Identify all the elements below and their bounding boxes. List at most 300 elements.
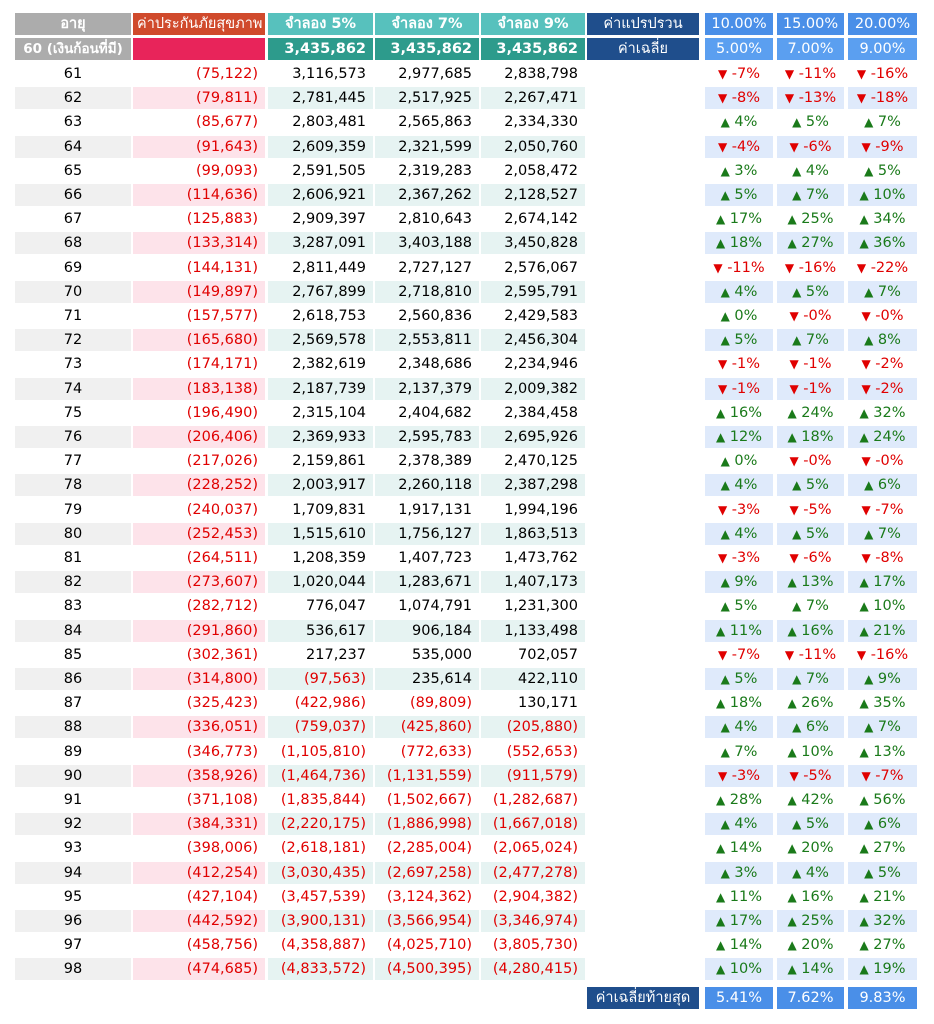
- row-change-value: -0%: [803, 308, 832, 324]
- triangle-up-icon: ▲: [859, 212, 869, 226]
- row-change: [848, 402, 917, 424]
- triangle-up-icon: ▲: [787, 406, 797, 420]
- row-change: [777, 111, 844, 133]
- triangle-up-icon: ▲: [864, 478, 874, 492]
- row-change-value: 35%: [873, 695, 906, 711]
- row-change-value: 17%: [873, 574, 906, 590]
- row-change-value: 6%: [877, 816, 901, 832]
- row-insurance: (427,104): [186, 889, 258, 905]
- triangle-down-icon: ▼: [717, 503, 728, 517]
- row-change: [777, 813, 844, 835]
- row-change-value: 14%: [801, 961, 834, 977]
- row-change-value: 27%: [873, 937, 906, 953]
- row-sim-value: 2,267,471: [481, 87, 585, 109]
- row-change: [705, 571, 773, 593]
- row-change: [705, 692, 773, 714]
- triangle-up-icon: ▲: [859, 430, 869, 444]
- row-sim-value: 2,050,760: [481, 136, 585, 158]
- row-change-value: 20%: [801, 937, 834, 953]
- row-change: [777, 232, 844, 254]
- row-sim-value: 2,767,899: [268, 281, 373, 303]
- triangle-down-icon: ▼: [717, 140, 728, 154]
- row-change-value: -6%: [803, 139, 832, 155]
- row-change-value: 4%: [734, 477, 758, 493]
- row-sim-value: 702,057: [518, 647, 578, 663]
- footer-final-average-5: 5.41%: [705, 987, 773, 1009]
- triangle-down-icon: ▼: [713, 261, 723, 275]
- row-sim-value: (422,986): [294, 695, 366, 711]
- row-change-value: 5%: [734, 187, 758, 203]
- header-insurance-start: [133, 38, 265, 60]
- row-change: [848, 571, 917, 593]
- row-insurance: (264,511): [186, 550, 258, 566]
- row-change: [705, 63, 773, 85]
- row-age: 86: [15, 668, 131, 690]
- row-sim-value: 1,074,791: [398, 598, 472, 614]
- triangle-up-icon: ▲: [859, 793, 869, 807]
- row-change-value: 7%: [805, 671, 829, 687]
- row-change-value: -0%: [803, 453, 832, 469]
- triangle-up-icon: ▲: [715, 406, 726, 420]
- row-change: [848, 232, 917, 254]
- row-sim-value: 130,171: [518, 695, 578, 711]
- row-change: [777, 499, 844, 521]
- row-sim-value: 2,159,861: [292, 453, 366, 469]
- row-change-value: 4%: [734, 526, 758, 542]
- triangle-down-icon: ▼: [717, 91, 728, 105]
- row-age: 73: [63, 356, 83, 372]
- row-change: [705, 160, 773, 182]
- row-change-value: -3%: [731, 502, 761, 518]
- triangle-up-icon: ▲: [792, 164, 802, 178]
- row-sim-value: 2,560,836: [398, 308, 472, 324]
- row-change-value: 24%: [801, 405, 834, 421]
- row-insurance: (125,883): [186, 211, 258, 227]
- triangle-up-icon: ▲: [792, 285, 802, 299]
- row-change: [777, 353, 844, 375]
- row-change: [705, 910, 773, 932]
- row-change: [705, 958, 773, 980]
- row-change: [848, 329, 917, 351]
- row-sim-value: 2,553,811: [375, 329, 479, 351]
- row-sim-value: 3,116,573: [292, 66, 366, 82]
- row-insurance: (371,108): [186, 792, 258, 808]
- triangle-down-icon: ▼: [861, 140, 871, 154]
- row-insurance: (196,490): [186, 405, 258, 421]
- row-change-value: -13%: [798, 90, 837, 106]
- triangle-up-icon: ▲: [859, 745, 869, 759]
- triangle-up-icon: ▲: [864, 164, 874, 178]
- row-age: 89: [63, 744, 83, 760]
- row-insurance: (252,453): [133, 523, 265, 545]
- row-sim-value: 2,606,921: [268, 184, 373, 206]
- row-age: 70: [15, 281, 131, 303]
- row-change: [705, 426, 773, 448]
- row-change: [848, 208, 917, 230]
- triangle-up-icon: ▲: [792, 720, 802, 734]
- row-sim-value: 2,003,917: [268, 474, 373, 496]
- triangle-up-icon: ▲: [864, 115, 874, 129]
- row-change-value: -3%: [731, 768, 761, 784]
- row-change: [777, 329, 844, 351]
- row-change: [848, 63, 917, 85]
- triangle-down-icon: ▼: [789, 454, 799, 468]
- row-insurance: (442,592): [133, 910, 265, 932]
- row-change: [848, 257, 917, 279]
- row-sim-value: (2,285,004): [386, 840, 472, 856]
- row-change-value: 7%: [805, 187, 829, 203]
- row-change: [705, 474, 773, 496]
- triangle-up-icon: ▲: [792, 672, 802, 686]
- triangle-down-icon: ▼: [861, 769, 871, 783]
- row-change: [705, 886, 773, 908]
- triangle-down-icon: ▼: [861, 551, 871, 565]
- row-insurance: (458,756): [186, 937, 258, 953]
- triangle-up-icon: ▲: [720, 454, 730, 468]
- row-sim-value: (4,280,415): [481, 958, 585, 980]
- triangle-up-icon: ▲: [787, 575, 797, 589]
- row-change-value: -2%: [875, 381, 904, 397]
- row-age: 71: [63, 308, 83, 324]
- row-change: [705, 789, 773, 811]
- row-change: [705, 329, 773, 351]
- row-change: [705, 281, 773, 303]
- row-sim-value: 1,994,196: [504, 502, 578, 518]
- row-sim-value: 2,977,685: [398, 66, 472, 82]
- row-age: 67: [63, 211, 83, 227]
- row-sim-value: (2,904,382): [492, 889, 578, 905]
- row-age: 96: [15, 910, 131, 932]
- row-insurance: (474,685): [133, 958, 265, 980]
- row-change: [848, 474, 917, 496]
- row-age: 87: [63, 695, 83, 711]
- row-change-value: 25%: [801, 211, 834, 227]
- triangle-up-icon: ▲: [720, 188, 730, 202]
- row-change-value: 5%: [877, 163, 901, 179]
- row-change: [848, 692, 917, 714]
- triangle-down-icon: ▼: [789, 140, 799, 154]
- row-change: [705, 111, 773, 133]
- row-change: [705, 644, 773, 666]
- row-insurance: (99,093): [195, 163, 258, 179]
- row-age: 95: [63, 889, 83, 905]
- row-change-value: -6%: [803, 550, 832, 566]
- triangle-up-icon: ▲: [720, 599, 730, 613]
- triangle-down-icon: ▼: [789, 382, 799, 396]
- row-change: [848, 620, 917, 642]
- row-change-value: -0%: [875, 308, 904, 324]
- triangle-up-icon: ▲: [792, 599, 802, 613]
- row-age: 81: [63, 550, 83, 566]
- row-sim-value: 2,591,505: [292, 163, 366, 179]
- row-change: [705, 837, 773, 859]
- triangle-up-icon: ▲: [715, 914, 726, 928]
- row-change-value: 4%: [734, 816, 758, 832]
- triangle-down-icon: ▼: [861, 382, 871, 396]
- row-change: [777, 958, 844, 980]
- row-sim-value: 2,618,753: [292, 308, 366, 324]
- row-sim-value: 2,009,382: [481, 378, 585, 400]
- triangle-up-icon: ▲: [787, 841, 797, 855]
- row-sim-value: (3,030,435): [268, 862, 373, 884]
- triangle-up-icon: ▲: [864, 817, 874, 831]
- row-change: [848, 111, 917, 133]
- row-change: [848, 765, 917, 787]
- row-change: [777, 450, 844, 472]
- row-insurance: (314,800): [133, 668, 265, 690]
- triangle-up-icon: ▲: [792, 866, 802, 880]
- row-change: [777, 402, 844, 424]
- row-change: [705, 547, 773, 569]
- row-age: 72: [15, 329, 131, 351]
- row-change-value: 26%: [801, 695, 834, 711]
- row-age: 98: [15, 958, 131, 980]
- row-sim-value: (911,579): [481, 765, 585, 787]
- row-change: [848, 87, 917, 109]
- triangle-up-icon: ▲: [715, 212, 726, 226]
- triangle-up-icon: ▲: [859, 575, 869, 589]
- row-change-value: -8%: [731, 90, 761, 106]
- header-average-5: 5.00%: [705, 38, 773, 60]
- triangle-down-icon: ▼: [717, 648, 728, 662]
- triangle-down-icon: ▼: [789, 503, 799, 517]
- triangle-down-icon: ▼: [717, 769, 728, 783]
- row-change: [705, 208, 773, 230]
- row-change: [705, 765, 773, 787]
- row-sim-value: 1,709,831: [292, 502, 366, 518]
- row-change: [777, 63, 844, 85]
- row-change-value: 5%: [805, 477, 829, 493]
- triangle-up-icon: ▲: [720, 817, 730, 831]
- row-change: [848, 934, 917, 956]
- row-sim-value: 2,811,449: [292, 260, 366, 276]
- row-change-value: -1%: [803, 381, 832, 397]
- triangle-up-icon: ▲: [720, 672, 730, 686]
- row-change-value: 0%: [734, 308, 758, 324]
- row-change: [777, 886, 844, 908]
- row-change-value: 11%: [729, 889, 763, 905]
- row-change: [777, 208, 844, 230]
- row-change: [777, 716, 844, 738]
- row-insurance: (384,331): [133, 813, 265, 835]
- row-change-value: 5%: [805, 816, 829, 832]
- triangle-up-icon: ▲: [864, 333, 874, 347]
- row-change: [777, 862, 844, 884]
- row-change-value: 4%: [734, 719, 758, 735]
- header-variance-label: ค่าแปรปรวน: [587, 13, 699, 35]
- triangle-up-icon: ▲: [720, 115, 730, 129]
- row-change-value: -2%: [875, 356, 904, 372]
- row-change-value: 21%: [873, 889, 906, 905]
- row-sim-value: 1,407,723: [398, 550, 472, 566]
- row-change: [705, 862, 773, 884]
- header-average-9: 9.00%: [848, 38, 917, 60]
- row-change-value: 34%: [873, 211, 906, 227]
- row-change: [705, 499, 773, 521]
- row-change-value: 32%: [873, 405, 906, 421]
- row-insurance: (183,138): [133, 378, 265, 400]
- triangle-up-icon: ▲: [787, 745, 797, 759]
- row-change-value: 13%: [801, 574, 834, 590]
- row-sim-value: 2,315,104: [292, 405, 366, 421]
- row-change-value: -16%: [870, 647, 909, 663]
- row-insurance: (291,860): [133, 620, 265, 642]
- row-change: [777, 571, 844, 593]
- row-change: [848, 789, 917, 811]
- row-sim-value: 2,695,926: [481, 426, 585, 448]
- row-age: 85: [63, 647, 83, 663]
- row-change: [848, 668, 917, 690]
- row-sim-value: (552,653): [506, 744, 578, 760]
- row-change: [777, 644, 844, 666]
- triangle-up-icon: ▲: [859, 962, 869, 976]
- row-age: 78: [15, 474, 131, 496]
- row-insurance: (282,712): [186, 598, 258, 614]
- row-change-value: 36%: [873, 235, 906, 251]
- row-sim-value: 2,319,283: [398, 163, 472, 179]
- row-change: [777, 87, 844, 109]
- row-change: [705, 402, 773, 424]
- row-change-value: 16%: [729, 405, 763, 421]
- triangle-up-icon: ▲: [715, 841, 726, 855]
- row-change-value: 9%: [734, 574, 758, 590]
- row-change: [777, 934, 844, 956]
- triangle-down-icon: ▼: [789, 357, 799, 371]
- row-sim-value: 2,387,298: [481, 474, 585, 496]
- row-sim-value: 2,234,946: [504, 356, 578, 372]
- row-sim-value: 2,781,445: [268, 87, 373, 109]
- row-age: 80: [15, 523, 131, 545]
- row-sim-value: (1,502,667): [386, 792, 472, 808]
- row-sim-value: 2,803,481: [292, 114, 366, 130]
- header-sim-7-start: 3,435,862: [375, 38, 479, 60]
- row-insurance: (217,026): [186, 453, 258, 469]
- row-change: [777, 281, 844, 303]
- row-sim-value: 2,369,933: [268, 426, 373, 448]
- row-sim-value: 1,473,762: [504, 550, 578, 566]
- triangle-down-icon: ▼: [784, 91, 795, 105]
- row-sim-value: (2,477,278): [481, 862, 585, 884]
- row-sim-value: 536,617: [268, 620, 373, 642]
- triangle-up-icon: ▲: [787, 793, 797, 807]
- triangle-up-icon: ▲: [792, 188, 802, 202]
- row-change-value: -11%: [798, 647, 837, 663]
- header-sim-9: จำลอง 9%: [481, 13, 585, 35]
- row-change-value: 20%: [801, 840, 834, 856]
- triangle-up-icon: ▲: [787, 430, 797, 444]
- row-change-value: -3%: [731, 550, 761, 566]
- row-change: [705, 136, 773, 158]
- header-average-label: ค่าเฉลี่ย: [587, 38, 699, 60]
- triangle-up-icon: ▲: [715, 624, 726, 638]
- row-change-value: 5%: [805, 526, 829, 542]
- row-insurance: (358,926): [133, 765, 265, 787]
- row-age: 64: [15, 136, 131, 158]
- row-change-value: 4%: [734, 284, 758, 300]
- row-sim-value: (2,220,175): [268, 813, 373, 835]
- triangle-up-icon: ▲: [720, 333, 730, 347]
- row-sim-value: 2,595,783: [375, 426, 479, 448]
- row-change: [848, 184, 917, 206]
- triangle-up-icon: ▲: [720, 478, 730, 492]
- triangle-up-icon: ▲: [792, 817, 802, 831]
- row-insurance: (228,252): [133, 474, 265, 496]
- row-age: 92: [15, 813, 131, 835]
- triangle-up-icon: ▲: [864, 285, 874, 299]
- row-sim-value: 2,456,304: [481, 329, 585, 351]
- triangle-down-icon: ▼: [784, 261, 795, 275]
- row-change: [777, 426, 844, 448]
- row-sim-value: 1,756,127: [375, 523, 479, 545]
- row-change: [848, 837, 917, 859]
- row-change-value: 7%: [734, 744, 758, 760]
- triangle-down-icon: ▼: [856, 91, 867, 105]
- header-age-label: อายุ: [15, 13, 131, 35]
- triangle-up-icon: ▲: [864, 672, 874, 686]
- row-sim-value: (3,805,730): [492, 937, 578, 953]
- triangle-up-icon: ▲: [859, 188, 869, 202]
- row-change-value: 27%: [801, 235, 834, 251]
- row-insurance: (273,607): [133, 571, 265, 593]
- row-sim-value: 776,047: [306, 598, 366, 614]
- row-sim-value: 1,407,173: [481, 571, 585, 593]
- row-change: [705, 450, 773, 472]
- header-variance-15: 15.00%: [777, 13, 844, 35]
- footer-final-average-label: ค่าเฉลี่ยท้ายสุด: [587, 987, 699, 1009]
- row-change-value: 8%: [877, 332, 901, 348]
- triangle-down-icon: ▼: [717, 67, 728, 81]
- row-sim-value: 3,287,091: [268, 232, 373, 254]
- row-sim-value: (3,566,954): [375, 910, 479, 932]
- row-change-value: -16%: [798, 260, 837, 276]
- row-change: [705, 353, 773, 375]
- row-change: [777, 910, 844, 932]
- row-change-value: 11%: [729, 623, 763, 639]
- row-change: [777, 305, 844, 327]
- row-insurance: (149,897): [133, 281, 265, 303]
- row-sim-value: (3,346,974): [481, 910, 585, 932]
- triangle-up-icon: ▲: [859, 890, 869, 904]
- row-insurance: (114,636): [133, 184, 265, 206]
- row-change-value: -7%: [731, 647, 761, 663]
- header-variance-20: 20.00%: [848, 13, 917, 35]
- row-sim-value: 2,367,262: [375, 184, 479, 206]
- row-change-value: 7%: [877, 526, 901, 542]
- row-sim-value: (1,105,810): [280, 744, 366, 760]
- row-age: 88: [15, 716, 131, 738]
- row-change: [848, 378, 917, 400]
- row-change: [848, 281, 917, 303]
- row-sim-value: 1,917,131: [398, 502, 472, 518]
- triangle-down-icon: ▼: [717, 551, 728, 565]
- row-change-value: -1%: [731, 381, 761, 397]
- row-age: 91: [63, 792, 83, 808]
- row-change-value: 4%: [805, 865, 829, 881]
- row-change-value: 16%: [801, 889, 834, 905]
- row-sim-value: 3,403,188: [375, 232, 479, 254]
- row-age: 69: [63, 260, 83, 276]
- triangle-down-icon: ▼: [789, 769, 799, 783]
- row-change: [777, 257, 844, 279]
- row-insurance: (85,677): [195, 114, 258, 130]
- row-sim-value: 2,838,798: [504, 66, 578, 82]
- row-change: [777, 523, 844, 545]
- triangle-down-icon: ▼: [789, 551, 799, 565]
- header-insurance-label: ค่าประกันภัยสุขภาพ: [133, 13, 265, 35]
- row-sim-value: 235,614: [375, 668, 479, 690]
- row-change: [777, 620, 844, 642]
- row-sim-value: (2,697,258): [375, 862, 479, 884]
